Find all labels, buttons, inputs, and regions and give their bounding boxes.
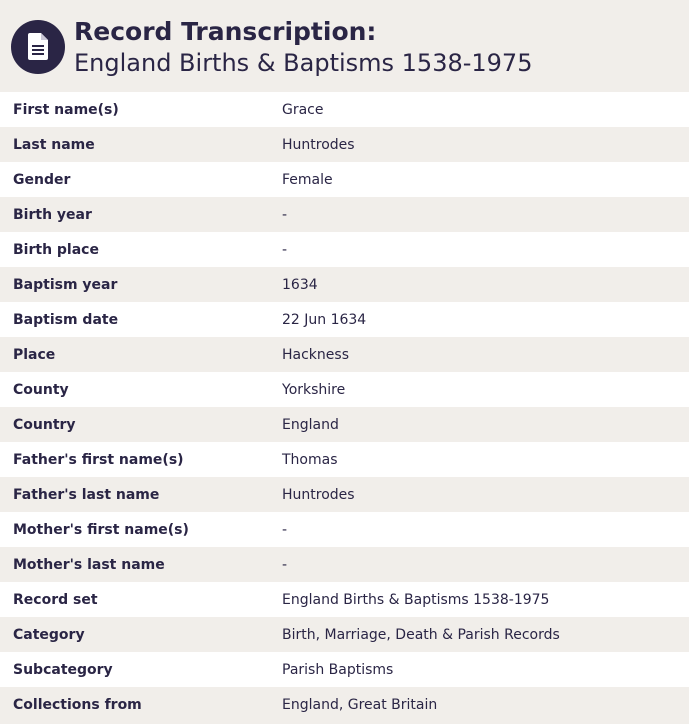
field-value: Thomas <box>282 442 689 477</box>
table-row <box>0 267 689 302</box>
field-label: Place <box>0 337 282 372</box>
table-row <box>0 687 689 722</box>
record-table <box>0 92 689 722</box>
field-label: First name(s) <box>0 92 282 127</box>
field-value: Huntrodes <box>282 127 689 162</box>
field-label: Collections from <box>0 687 282 722</box>
field-value: Birth, Marriage, Death & Parish Records <box>282 617 689 652</box>
field-value: 22 Jun 1634 <box>282 302 689 337</box>
field-value: - <box>282 547 689 582</box>
table-row <box>0 617 689 652</box>
table-row <box>0 652 689 687</box>
table-row <box>0 127 689 162</box>
field-value: - <box>282 512 689 547</box>
field-label: Gender <box>0 162 282 197</box>
table-row <box>0 197 689 232</box>
field-label: Subcategory <box>0 652 282 687</box>
field-label: Mother's last name <box>0 547 282 582</box>
field-value: England Births & Baptisms 1538-1975 <box>282 582 689 617</box>
table-row <box>0 162 689 197</box>
table-row <box>0 512 689 547</box>
table-row <box>0 302 689 337</box>
field-label: Baptism year <box>0 267 282 302</box>
table-row <box>0 92 689 127</box>
field-label: Father's first name(s) <box>0 442 282 477</box>
field-label: Last name <box>0 127 282 162</box>
table-row <box>0 337 689 372</box>
document-icon <box>11 20 65 74</box>
field-label: County <box>0 372 282 407</box>
field-value: Huntrodes <box>282 477 689 512</box>
field-value: England, Great Britain <box>282 687 689 722</box>
field-label: Category <box>0 617 282 652</box>
record-header <box>0 0 689 92</box>
field-value: - <box>282 232 689 267</box>
table-row <box>0 582 689 617</box>
field-value: Hackness <box>282 337 689 372</box>
page-title <box>74 16 532 78</box>
table-row <box>0 442 689 477</box>
field-value: England <box>282 407 689 442</box>
table-row <box>0 407 689 442</box>
field-label: Country <box>0 407 282 442</box>
table-row <box>0 232 689 267</box>
record-title: Record Transcription: <box>74 17 377 46</box>
table-row <box>0 547 689 582</box>
field-value: Grace <box>282 92 689 127</box>
field-value: Yorkshire <box>282 372 689 407</box>
field-value: - <box>282 197 689 232</box>
field-value: Female <box>282 162 689 197</box>
field-value: 1634 <box>282 267 689 302</box>
table-row <box>0 477 689 512</box>
field-value: Parish Baptisms <box>282 652 689 687</box>
record-set-title: England Births & Baptisms 1538-1975 <box>74 49 533 77</box>
field-label: Mother's first name(s) <box>0 512 282 547</box>
table-row <box>0 372 689 407</box>
field-label: Birth year <box>0 197 282 232</box>
field-label: Record set <box>0 582 282 617</box>
field-label: Baptism date <box>0 302 282 337</box>
field-label: Birth place <box>0 232 282 267</box>
field-label: Father's last name <box>0 477 282 512</box>
